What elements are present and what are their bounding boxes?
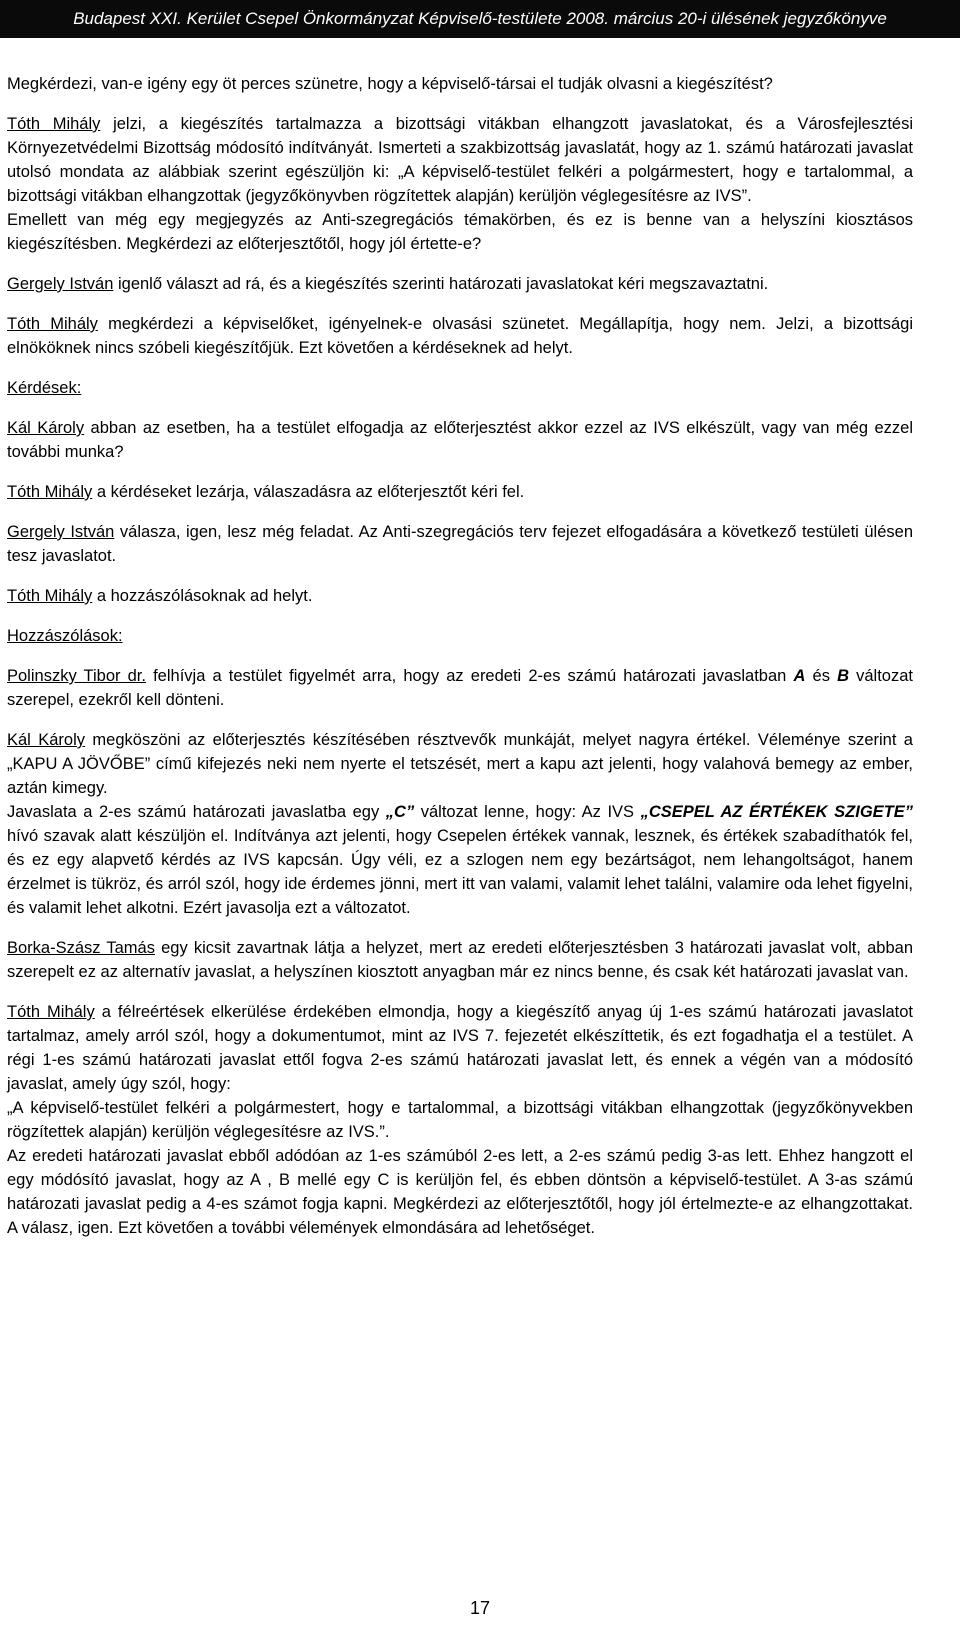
- paragraph: [7, 480, 913, 504]
- speaker-name: Tóth Mihály: [7, 115, 101, 133]
- paragraph: [7, 584, 913, 608]
- speaker-name: Tóth Mihály: [7, 587, 93, 605]
- paragraph: [7, 1000, 913, 1096]
- paragraph-text: abban az esetben, ha a testület elfogadja az előterjesztést akkor ezzel az IVS elkészült, vagy van még ezzel további munka?: [7, 419, 913, 461]
- paragraph: Megkérdezi, van-e igény egy öt perces szünetre, hogy a képviselő-társai el tudják olvasni a kiegészítést?: [7, 75, 773, 93]
- paragraph: [7, 312, 913, 360]
- paragraph: [7, 112, 913, 208]
- paragraph-text: változat lenne, hogy: Az IVS: [414, 803, 641, 821]
- paragraph-text: és: [805, 667, 838, 685]
- section-heading-comments: Hozzászólások:: [7, 627, 123, 645]
- speaker-name: Tóth Mihály: [7, 315, 98, 333]
- paragraph-text: válasza, igen, lesz még feladat. Az Anti-szegregációs terv fejezet elfogadására a következő testületi ülésen tesz javaslatot.: [7, 523, 913, 565]
- quoted-resolution: „A képviselő-testület felkéri a polgármestert, hogy e tartalommal, a bizottsági vitákban elhangzottak (jegyzőkönyvekben rögzítettek alapján) kerüljön véglegesítésre az IVS.”.: [7, 1099, 913, 1141]
- document-header: [0, 0, 960, 38]
- variant-c: „C”: [385, 803, 415, 821]
- paragraph: [7, 272, 913, 296]
- paragraph-text: hívó szavak alatt készüljön el. Indítványa azt jelenti, hogy Csepelen értékek vannak, lesznek, és értékek szabadíthatók fel, és ez egy alapvető kérdés az IVS kapcsán. Úgy véli, ez a szlogen nem egy bezártságot, nem lehangoltságot, hanem érzelmet is tükröz, és arról szól, hogy ide érdemes jönni, mert itt van valami, valamit lehet találni, valamire oda lehet figyelni, és valamit lehet alkotni. Ezért javasolja ezt a változatot.: [7, 827, 913, 917]
- paragraph: Az eredeti határozati javaslat ebből adódóan az 1-es számúból 2-es lett, a 2-es számú pedig 3-as lett. Ehhez hangzott el egy módósító javaslat, hogy az A , B mellé egy C is kerüljön fel, és ebben döntsön a képviselő-testület. A 3-as számú határozati javaslat pedig a 4-es számot fogja kapni. Megkérdezi az előterjesztőtől, hogy jól értelmezte-e az elhangzottakat. A válasz, igen. Ezt követően a további vélemények elmondására ad lehetőséget.: [7, 1147, 913, 1237]
- paragraph-text: a hozzászólásoknak ad helyt.: [92, 587, 313, 605]
- variant-b: B: [837, 667, 849, 685]
- paragraph: [7, 800, 913, 920]
- paragraph-text: a félreértések elkerülése érdekében elmondja, hogy a kiegészítő anyag új 1-es számú határozati javaslatot tartalmaz, amely arról szól, hogy a dokumentumot, mint az IVS 7. fejezetét elkészíttetik, és ezt fogadhatja el a testület. A régi 1-es számú határozati javaslat ettől fogva 2-es számú határozati javaslat lett, és ennek a végén van a módosító javaslat, amely úgy szól, hogy:: [7, 1003, 914, 1093]
- paragraph-text: megköszöni az előterjesztés készítésében résztvevők munkáját, melyet nagyra értékel. Véleménye szerint a „KAPU A JÖVŐBE” című kifejezés neki nem nyerte el tetszését, mert a kapu azt jelenti, hogy valahová bemegy az ember, aztán kimegy.: [7, 731, 913, 797]
- paragraph: [7, 728, 913, 800]
- speaker-name: Tóth Mihály: [7, 1003, 95, 1021]
- paragraph: [7, 664, 913, 712]
- speaker-name: Borka-Szász Tamás: [7, 939, 155, 957]
- speaker-name: Polinszky Tibor dr.: [7, 667, 146, 685]
- paragraph-text: a kérdéseket lezárja, válaszadásra az előterjesztőt kéri fel.: [92, 483, 525, 501]
- paragraph: [7, 416, 913, 464]
- speaker-name: Gergely István: [7, 275, 114, 293]
- header-title: Budapest XXI. Kerület Csepel Önkormányzat Képviselő-testülete 2008. március 20-i ülésének jegyzőkönyve: [73, 9, 887, 28]
- variant-a: A: [793, 667, 806, 685]
- speaker-name: Kál Károly: [7, 731, 86, 749]
- slogan: „CSEPEL AZ ÉRTÉKEK SZIGETE”: [640, 803, 913, 821]
- paragraph: [7, 936, 913, 984]
- document-body: [7, 72, 913, 1256]
- speaker-name: Gergely István: [7, 523, 115, 541]
- paragraph: [7, 520, 913, 568]
- speaker-name: Kál Károly: [7, 419, 85, 437]
- speaker-name: Tóth Mihály: [7, 483, 93, 501]
- paragraph: Emellett van még egy megjegyzés az Anti-szegregációs témakörben, és ez is benne van a helyszíni kiosztásos kiegészítésben. Megkérdezi az előterjesztőtől, hogy jól értette-e?: [7, 211, 913, 253]
- paragraph-text: igenlő választ ad rá, és a kiegészítés szerinti határozati javaslatokat kéri megszavaztatni.: [113, 275, 769, 293]
- paragraph-text: felhívja a testület figyelmét arra, hogy az eredeti 2-es számú határozati javaslatban: [145, 667, 794, 685]
- section-heading-questions: Kérdések:: [7, 379, 82, 397]
- paragraph-text: Javaslata a 2-es számú határozati javaslatba egy: [7, 803, 386, 821]
- paragraph-text: változat szerepel, ezekről kell dönteni.: [7, 667, 913, 709]
- page-number: 17: [469, 1598, 491, 1618]
- paragraph-text: megkérdezi a képviselőket, igényelnek-e olvasási szünetet. Megállapítja, hogy nem. Jelzi, a bizottsági elnököknek nincs szóbeli kiegészítőjük. Ezt követően a kérdéseknek ad helyt.: [7, 315, 914, 357]
- paragraph-text: jelzi, a kiegészítés tartalmazza a bizottsági vitákban elhangzott javaslatokat, és a Városfejlesztési Környezetvédelmi Bizottság módosító indítványát. Ismerteti a szakbizottság javaslatát, hogy az 1. számú határozati javaslat utolsó mondata az alábbiak szerint egészüljön ki: „A képviselő-testület felkéri a polgármestert, hogy e tartalommal, a bizottsági vitákban elhangzottak (jegyzőkönyvben rögzítettek alapján) kerüljön véglegesítésre az IVS”.: [7, 115, 913, 205]
- paragraph-text: egy kicsit zavartnak látja a helyzet, mert az eredeti előterjesztésben 3 határozati javaslat volt, abban szerepelt ez az alternatív javaslat, a helyszínen kiosztott anyagban már ez nincs benne, és csak két határozati javaslat van.: [7, 939, 913, 981]
